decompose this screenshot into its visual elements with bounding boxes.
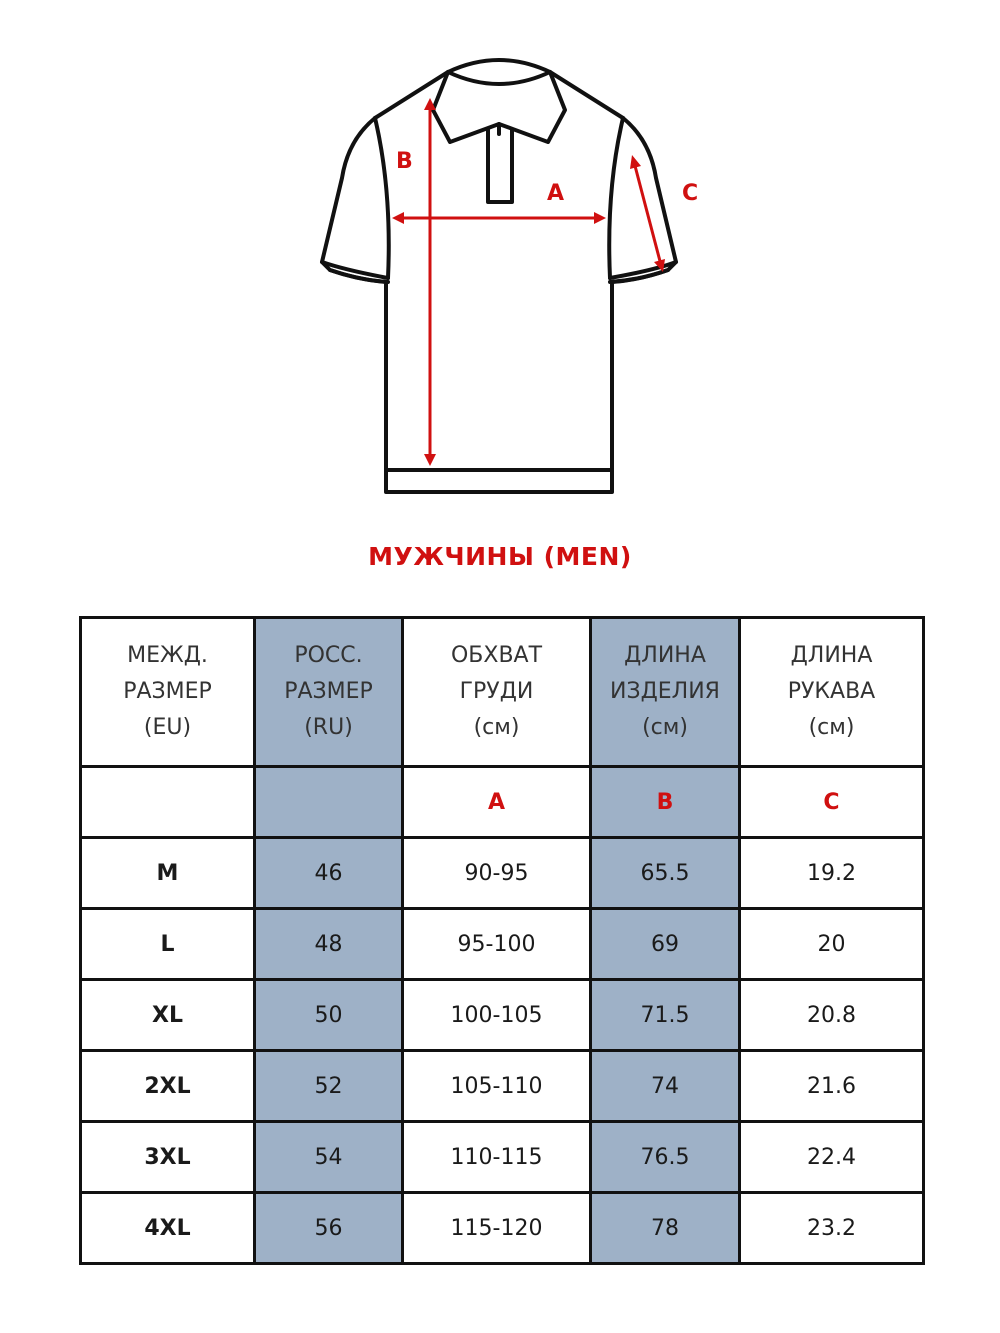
- header-chest-girth: ОБХВАТ ГРУДИ (см): [403, 618, 591, 767]
- header-sleeve-length: ДЛИНА РУКАВА (см): [740, 618, 924, 767]
- length-cell: 76.5: [591, 1122, 740, 1193]
- header-ru-size: РОСС. РАЗМЕР (RU): [255, 618, 403, 767]
- chest-cell: 95-100: [403, 909, 591, 980]
- ru-size-cell: 48: [255, 909, 403, 980]
- table-row: [81, 1051, 924, 1122]
- eu-size-cell: M: [81, 838, 255, 909]
- table-row: [81, 1193, 924, 1264]
- length-arrowhead-bottom: [424, 454, 436, 466]
- sleeve-cell: 20.8: [740, 980, 924, 1051]
- chest-cell: 105-110: [403, 1051, 591, 1122]
- sleeve-cell: 20: [740, 909, 924, 980]
- ru-size-cell: 56: [255, 1193, 403, 1264]
- chest-arrowhead-left: [392, 212, 404, 224]
- eu-size-cell: 2XL: [81, 1051, 255, 1122]
- length-cell: 74: [591, 1051, 740, 1122]
- length-cell: 69: [591, 909, 740, 980]
- chest-cell: 110-115: [403, 1122, 591, 1193]
- chest-arrowhead-right: [594, 212, 606, 224]
- label-b: B: [396, 149, 413, 174]
- ru-size-cell: 52: [255, 1051, 403, 1122]
- chest-cell: 115-120: [403, 1193, 591, 1264]
- section-title: МУЖЧИНЫ (MEN): [368, 542, 632, 571]
- sleeve-cell: 19.2: [740, 838, 924, 909]
- chest-cell: 90-95: [403, 838, 591, 909]
- measure-letter-c: C: [740, 767, 924, 838]
- sleeve-cell: 23.2: [740, 1193, 924, 1264]
- table-row: [81, 909, 924, 980]
- ru-size-cell: 54: [255, 1122, 403, 1193]
- sleeve-cell: 22.4: [740, 1122, 924, 1193]
- sleeve-arrowhead-top: [630, 155, 641, 169]
- table-row: [81, 838, 924, 909]
- table-row: [81, 980, 924, 1051]
- measure-letter-cell: [255, 767, 403, 838]
- eu-size-cell: 3XL: [81, 1122, 255, 1193]
- measure-letter-b: B: [591, 767, 740, 838]
- header-garment-length: ДЛИНА ИЗДЕЛИЯ (см): [591, 618, 740, 767]
- eu-size-cell: XL: [81, 980, 255, 1051]
- eu-size-cell: L: [81, 909, 255, 980]
- sleeve-cell: 21.6: [740, 1051, 924, 1122]
- table-row: [81, 1122, 924, 1193]
- measure-letter-cell: [81, 767, 255, 838]
- eu-size-cell: 4XL: [81, 1193, 255, 1264]
- polo-shirt-diagram: [0, 0, 1000, 520]
- label-a: A: [547, 181, 565, 206]
- polo-shirt-outline: [322, 60, 676, 492]
- measure-letter-a: A: [403, 767, 591, 838]
- header-eu-size: МЕЖД. РАЗМЕР (EU): [81, 618, 255, 767]
- size-table: [79, 616, 925, 1265]
- chest-cell: 100-105: [403, 980, 591, 1051]
- ru-size-cell: 50: [255, 980, 403, 1051]
- length-cell: 78: [591, 1193, 740, 1264]
- ru-size-cell: 46: [255, 838, 403, 909]
- length-cell: 71.5: [591, 980, 740, 1051]
- label-c: C: [682, 181, 699, 206]
- measure-letter-row: [81, 767, 924, 838]
- table-header-row: [81, 618, 924, 767]
- length-cell: 65.5: [591, 838, 740, 909]
